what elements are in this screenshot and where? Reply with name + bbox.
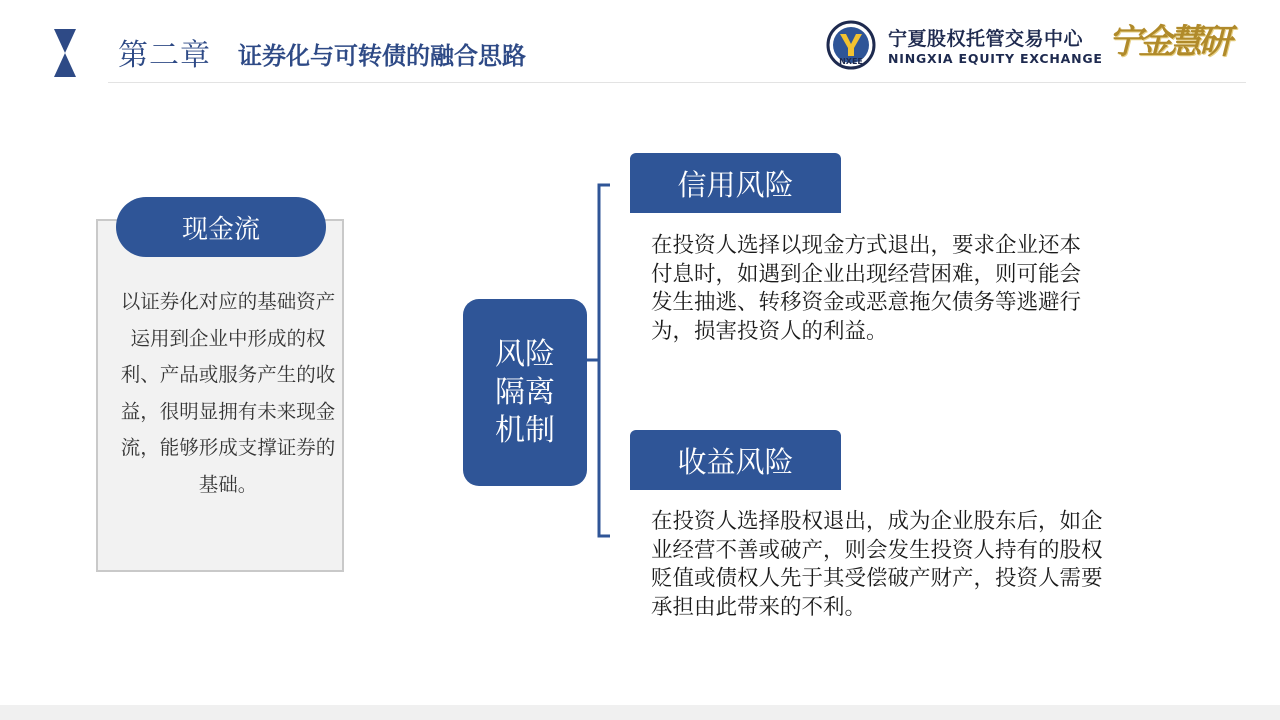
logo-badge-text: NXEE [839,57,863,66]
logo-name-cn: 宁夏股权托管交易中心 [888,28,1084,50]
credit-risk-text: 在投资人选择以现金方式退出，要求企业还本付息时，如遇到企业出现经营困难，则可能会发生抽逃、转移资金或恶意拖欠债务等逃避行为，损害投资人的利益。 [651,233,1082,344]
page-title: 证券化与可转债的融合思路 [238,42,526,70]
nxee-logo-icon [826,20,876,70]
slogan-calligraphy: 宁金慧研 [1108,22,1228,62]
bracket-connector [586,183,616,538]
risk-isolation-box [463,299,587,486]
yield-risk-tab: 收益风险 [630,430,841,490]
yield-risk-text: 在投资人选择股权退出，成为企业股东后，如企业经营不善或破产，则会发生投资人持有的股权贬值或债权人先于其受偿破产财产，投资人需要承担由此带来的不利。 [651,509,1103,620]
chapter-label: 第二章 [118,38,211,73]
cash-flow-label: 现金流 [116,197,326,257]
hourglass-icon [54,29,76,77]
header-divider [108,82,1246,83]
footer-band [0,705,1280,720]
credit-risk-tab: 信用风险 [630,153,841,213]
logo-name-en: NINGXIA EQUITY EXCHANGE [888,51,1103,66]
cash-flow-text: 以证券化对应的基础资产运用到企业中形成的权利、产品或服务产生的收益，很明显拥有未来现金流，能够形成支撑证券的基础。 [120,290,336,496]
risk-isolation-label: 风险隔离机制 [495,336,555,448]
